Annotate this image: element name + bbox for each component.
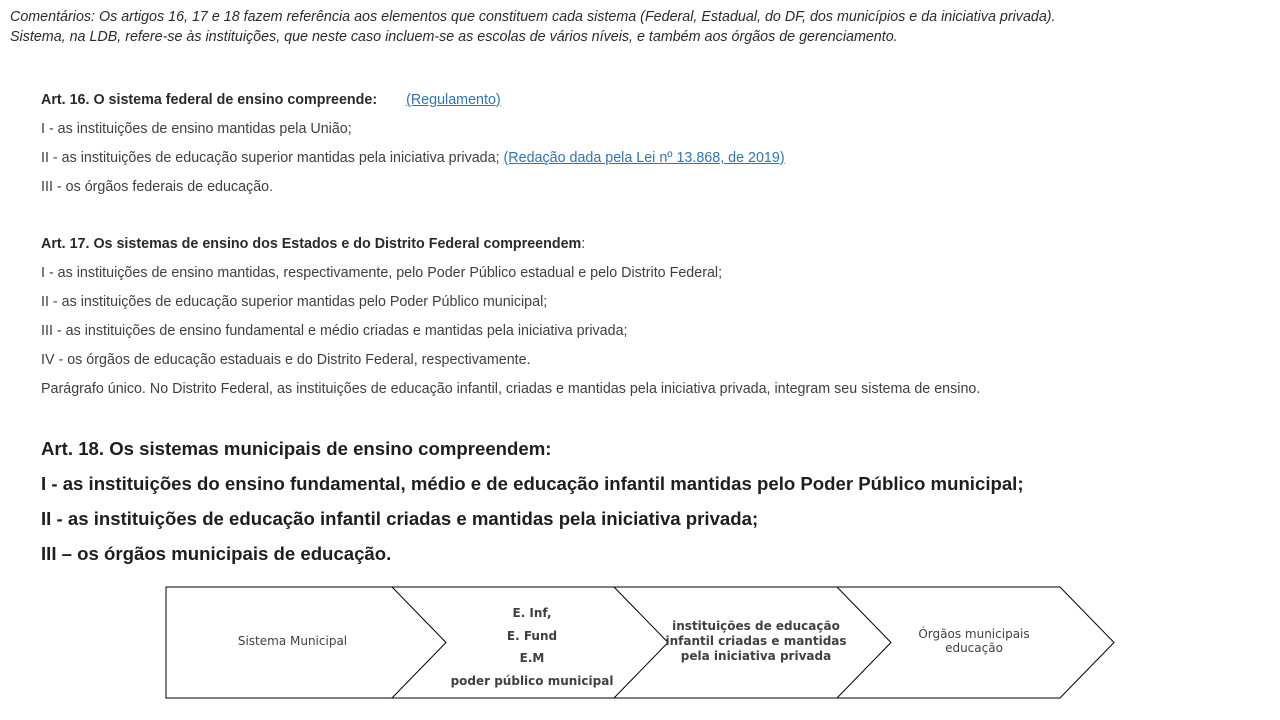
art16-item-2: II - as instituições de educação superior mantidas pela iniciativa privada;: [41, 150, 500, 166]
art16-item-1: I - as instituições de ensino mantidas pela União;: [41, 121, 352, 137]
step-3-line-3: pela iniciativa privada: [680, 649, 832, 663]
chevron-step-1-text: [185, 634, 400, 648]
art17-paragraph: Parágrafo único. No Distrito Federal, as instituições de educação infantil, criadas e mantidas pela iniciativa privada, integram seu sistema de ensino.: [41, 381, 981, 397]
chevron-step-3-text: [650, 619, 862, 664]
regulamento-link[interactable]: (Regulamento): [406, 92, 501, 108]
chevron-step-2-text: [430, 602, 634, 692]
step-2-line-3: E.M: [519, 651, 545, 665]
art17-item-3: III - as instituições de ensino fundamental e médio criadas e mantidas pela iniciativa privada;: [41, 323, 628, 339]
art17-item-2: II - as instituições de educação superior mantidas pelo Poder Público municipal;: [41, 294, 548, 310]
step-2-line-2: E. Fund: [506, 628, 558, 643]
step-4-line-1: Órgãos municipais: [918, 627, 1030, 641]
art17-item-4: IV - os órgãos de educação estaduais e do Distrito Federal, respectivamente.: [41, 352, 531, 368]
art18-item-2: II - as instituições de educação infantil criadas e mantidas pela iniciativa privada;: [41, 508, 759, 529]
redacao-lei-link[interactable]: (Redação dada pela Lei nº 13.868, de 2019): [503, 150, 785, 166]
step-2-line-1: E. Inf,: [512, 606, 552, 620]
art18-heading: Art. 18. Os sistemas municipais de ensino compreendem:: [41, 438, 552, 459]
comment-line-2: Sistema, na LDB, refere-se às instituições, que neste caso incluem-se as escolas de vários níveis, e também aos órgãos de gerenciamento.: [10, 29, 898, 45]
art18-item-3: III – os órgãos municipais de educação.: [41, 543, 392, 564]
step-1-line-1: Sistema Municipal: [237, 634, 348, 648]
art17-item-1: I - as instituições de ensino mantidas, respectivamente, pelo Poder Público estadual e pelo Distrito Federal;: [41, 265, 723, 281]
art16-heading: Art. 16. O sistema federal de ensino compreende:: [41, 92, 378, 108]
art17-heading-colon: :: [581, 236, 586, 252]
step-3-line-2: infantil criadas e mantidas: [665, 634, 847, 648]
chevron-step-4-text: [868, 627, 1080, 655]
step-2-line-4: poder público municipal: [450, 673, 614, 688]
step-3-line-1: instituições de educação: [672, 619, 840, 633]
comment-line-1: Comentários: Os artigos 16, 17 e 18 fazem referência aos elementos que constituem cada sistema (Federal, Estadual, do DF, dos municípios e da iniciativa privada).: [10, 9, 1056, 25]
art17-heading: Art. 17. Os sistemas de ensino dos Estados e do Distrito Federal compreendem: [41, 236, 582, 252]
step-4-line-2: educação: [945, 641, 1003, 655]
art16-item-3: III - os órgãos federais de educação.: [41, 179, 274, 195]
art18-item-1: I - as instituições do ensino fundamental, médio e de educação infantil mantidas pelo Poder Público municipal;: [41, 473, 1024, 494]
